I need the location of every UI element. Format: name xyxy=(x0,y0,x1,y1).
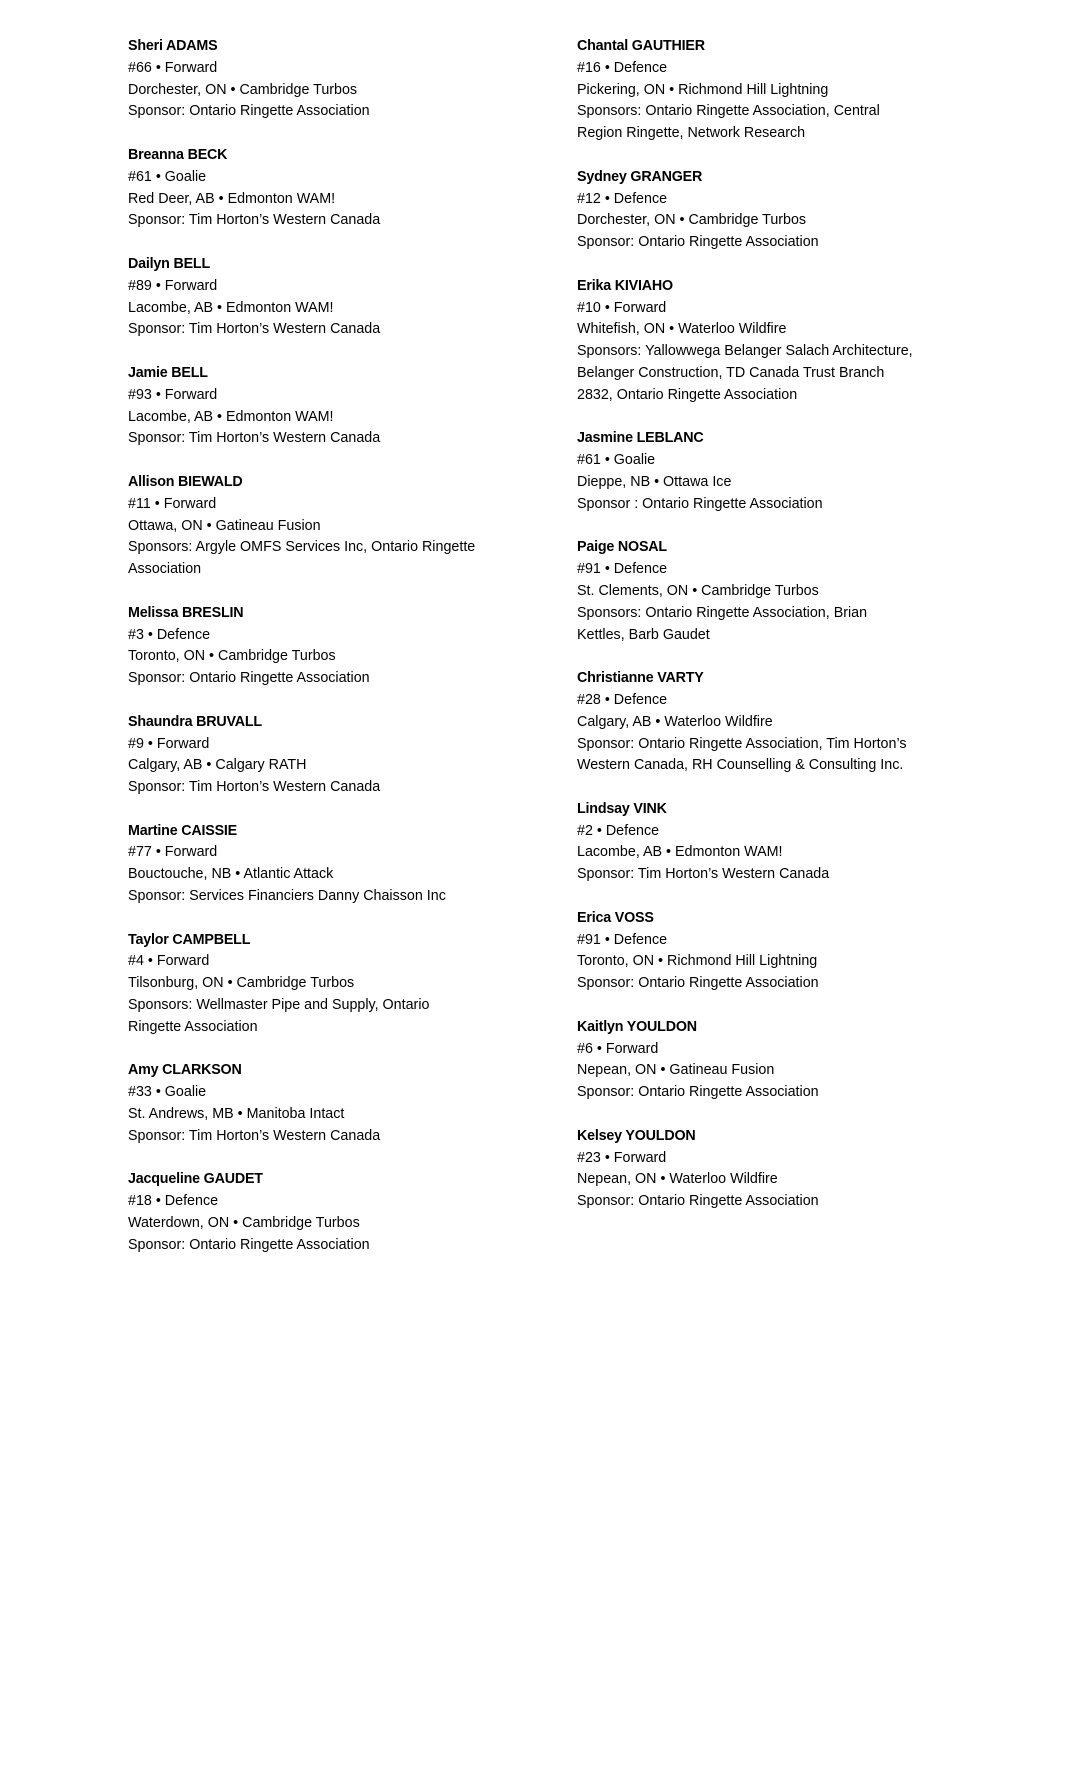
player-sponsor-line: Sponsor: Tim Horton’s Western Canada xyxy=(128,212,381,229)
player-entry xyxy=(128,145,528,232)
player-entry xyxy=(128,36,528,123)
player-number-position: #2 • Defence xyxy=(577,822,660,839)
player-sponsor-line: Sponsors: Ontario Ringette Association, Central xyxy=(577,103,880,120)
player-name: Kaitlyn YOULDON xyxy=(577,1018,697,1035)
player-name: Chantal GAUTHIER xyxy=(577,38,705,54)
player-sponsor-line: Sponsor: Services Financiers Danny Chaisson Inc xyxy=(128,888,446,905)
player-entry xyxy=(577,1017,977,1104)
player-hometown-team: Dorchester, ON • Cambridge Turbos xyxy=(577,212,807,229)
player-hometown-team: Red Deer, AB • Edmonton WAM! xyxy=(128,190,336,207)
player-entry xyxy=(128,603,528,690)
player-number-position: #12 • Defence xyxy=(577,190,668,207)
player-name: Melissa BRESLIN xyxy=(128,604,244,621)
player-entry xyxy=(128,821,528,908)
player-sponsor-line: Sponsor: Tim Horton’s Western Canada xyxy=(128,1127,381,1144)
player-sponsor-line: Sponsors: Yallowwega Belanger Salach Architecture, xyxy=(577,343,913,360)
player-name: Sydney GRANGER xyxy=(577,168,703,185)
player-name: Breanna BECK xyxy=(128,146,228,163)
player-number-position: #33 • Goalie xyxy=(128,1084,207,1101)
player-entry xyxy=(128,363,528,450)
player-number-position: #4 • Forward xyxy=(128,953,210,970)
player-hometown-team: Bouctouche, NB • Atlantic Attack xyxy=(128,866,334,883)
player-entry xyxy=(577,668,977,777)
player-name: Kelsey YOULDON xyxy=(577,1127,696,1144)
player-hometown-team: Dieppe, NB • Ottawa Ice xyxy=(577,473,732,490)
player-hometown-team: Lacombe, AB • Edmonton WAM! xyxy=(128,408,334,425)
player-sponsor-line: Western Canada, RH Counselling & Consulting Inc. xyxy=(577,757,904,774)
player-entry xyxy=(577,276,977,407)
player-sponsor-line: Sponsors: Ontario Ringette Association, Brian xyxy=(577,604,868,621)
player-number-position: #16 • Defence xyxy=(577,59,668,76)
player-entry xyxy=(128,712,528,799)
player-sponsor-line: Belanger Construction, TD Canada Trust Branch xyxy=(577,364,885,381)
player-entry xyxy=(128,1060,528,1147)
player-hometown-team: Lacombe, AB • Edmonton WAM! xyxy=(128,299,334,316)
player-sponsor-line: Sponsor: Tim Horton’s Western Canada xyxy=(128,321,381,338)
player-sponsor-line: Sponsor: Tim Horton’s Western Canada xyxy=(128,430,381,447)
player-entry xyxy=(128,254,528,341)
player-number-position: #77 • Forward xyxy=(128,844,218,861)
player-sponsor-line: Sponsors: Wellmaster Pipe and Supply, Ontario xyxy=(128,997,430,1014)
player-number-position: #28 • Defence xyxy=(577,691,668,708)
player-sponsor-line: Sponsor: Ontario Ringette Association xyxy=(128,1236,370,1253)
player-sponsor-line: Sponsor: Ontario Ringette Association xyxy=(128,670,370,687)
player-number-position: #10 • Forward xyxy=(577,299,667,316)
player-hometown-team: Whitefish, ON • Waterloo Wildfire xyxy=(577,321,787,338)
player-entry xyxy=(577,167,977,254)
player-sponsor-line: Association xyxy=(128,561,202,578)
player-name: Sheri ADAMS xyxy=(128,38,218,54)
player-hometown-team: Toronto, ON • Cambridge Turbos xyxy=(128,648,336,665)
player-number-position: #93 • Forward xyxy=(128,386,218,403)
player-sponsor-line: Sponsor: Ontario Ringette Association xyxy=(128,103,370,120)
player-sponsor-line: Sponsors: Argyle OMFS Services Inc, Ontario Ringette xyxy=(128,539,476,556)
player-sponsor-line: Sponsor: Ontario Ringette Association xyxy=(577,1193,819,1210)
player-name: Amy CLARKSON xyxy=(128,1062,242,1079)
player-entry xyxy=(577,799,977,886)
player-number-position: #61 • Goalie xyxy=(128,168,207,185)
player-name: Jamie BELL xyxy=(128,364,208,381)
player-hometown-team: Tilsonburg, ON • Cambridge Turbos xyxy=(128,975,355,992)
player-hometown-team: Calgary, AB • Calgary RATH xyxy=(128,757,307,774)
player-number-position: #23 • Forward xyxy=(577,1149,667,1166)
player-number-position: #61 • Goalie xyxy=(577,452,656,469)
player-name: Paige NOSAL xyxy=(577,539,667,556)
player-sponsor-line: Sponsor: Tim Horton’s Western Canada xyxy=(128,779,381,796)
player-entry xyxy=(577,908,977,995)
player-number-position: #91 • Defence xyxy=(577,561,668,578)
player-number-position: #66 • Forward xyxy=(128,59,218,76)
player-sponsor-line: Sponsor: Ontario Ringette Association xyxy=(577,975,819,992)
player-name: Lindsay VINK xyxy=(577,800,667,817)
player-number-position: #9 • Forward xyxy=(128,735,210,752)
player-name: Jasmine LEBLANC xyxy=(577,430,704,447)
player-name: Allison BIEWALD xyxy=(128,473,243,490)
player-entry xyxy=(577,1126,977,1213)
player-entry xyxy=(128,930,528,1039)
player-name: Jacqueline GAUDET xyxy=(128,1171,263,1188)
player-entry xyxy=(128,1169,528,1256)
roster-column-right xyxy=(577,36,977,1235)
player-sponsor-line: Region Ringette, Network Research xyxy=(577,125,806,142)
player-name: Christianne VARTY xyxy=(577,670,704,687)
player-number-position: #6 • Forward xyxy=(577,1040,659,1057)
player-hometown-team: Lacombe, AB • Edmonton WAM! xyxy=(577,844,783,861)
player-hometown-team: Dorchester, ON • Cambridge Turbos xyxy=(128,81,358,98)
player-hometown-team: Nepean, ON • Waterloo Wildfire xyxy=(577,1171,778,1188)
player-sponsor-line: Sponsor: Ontario Ringette Association xyxy=(577,1084,819,1101)
player-name: Dailyn BELL xyxy=(128,255,211,272)
player-sponsor-line: Ringette Association xyxy=(128,1018,258,1035)
player-hometown-team: St. Clements, ON • Cambridge Turbos xyxy=(577,582,819,599)
player-name: Erica VOSS xyxy=(577,909,654,926)
player-number-position: #18 • Defence xyxy=(128,1193,219,1210)
player-number-position: #89 • Forward xyxy=(128,277,218,294)
player-entry xyxy=(577,537,977,646)
player-hometown-team: Pickering, ON • Richmond Hill Lightning xyxy=(577,81,829,98)
player-entry xyxy=(577,36,977,145)
player-hometown-team: Ottawa, ON • Gatineau Fusion xyxy=(128,517,321,534)
player-name: Shaundra BRUVALL xyxy=(128,713,262,730)
player-sponsor-line: Sponsor: Ontario Ringette Association, Tim Horton’s xyxy=(577,735,907,752)
player-hometown-team: St. Andrews, MB • Manitoba Intact xyxy=(128,1106,345,1123)
player-hometown-team: Toronto, ON • Richmond Hill Lightning xyxy=(577,953,818,970)
player-sponsor-line: Sponsor : Ontario Ringette Association xyxy=(577,495,823,512)
roster-column-left xyxy=(128,36,528,1278)
player-sponsor-line: Sponsor: Tim Horton’s Western Canada xyxy=(577,866,830,883)
player-name: Erika KIVIAHO xyxy=(577,277,673,294)
player-hometown-team: Nepean, ON • Gatineau Fusion xyxy=(577,1062,775,1079)
player-hometown-team: Calgary, AB • Waterloo Wildfire xyxy=(577,713,773,730)
player-number-position: #3 • Defence xyxy=(128,626,211,643)
player-hometown-team: Waterdown, ON • Cambridge Turbos xyxy=(128,1215,360,1232)
player-name: Taylor CAMPBELL xyxy=(128,931,251,948)
player-number-position: #11 • Forward xyxy=(128,495,217,512)
player-name: Martine CAISSIE xyxy=(128,822,238,839)
player-sponsor-line: Sponsor: Ontario Ringette Association xyxy=(577,234,819,251)
player-entry xyxy=(128,472,528,581)
player-sponsor-line: Kettles, Barb Gaudet xyxy=(577,626,710,643)
player-number-position: #91 • Defence xyxy=(577,931,668,948)
player-entry xyxy=(577,428,977,515)
player-sponsor-line: 2832, Ontario Ringette Association xyxy=(577,386,798,403)
